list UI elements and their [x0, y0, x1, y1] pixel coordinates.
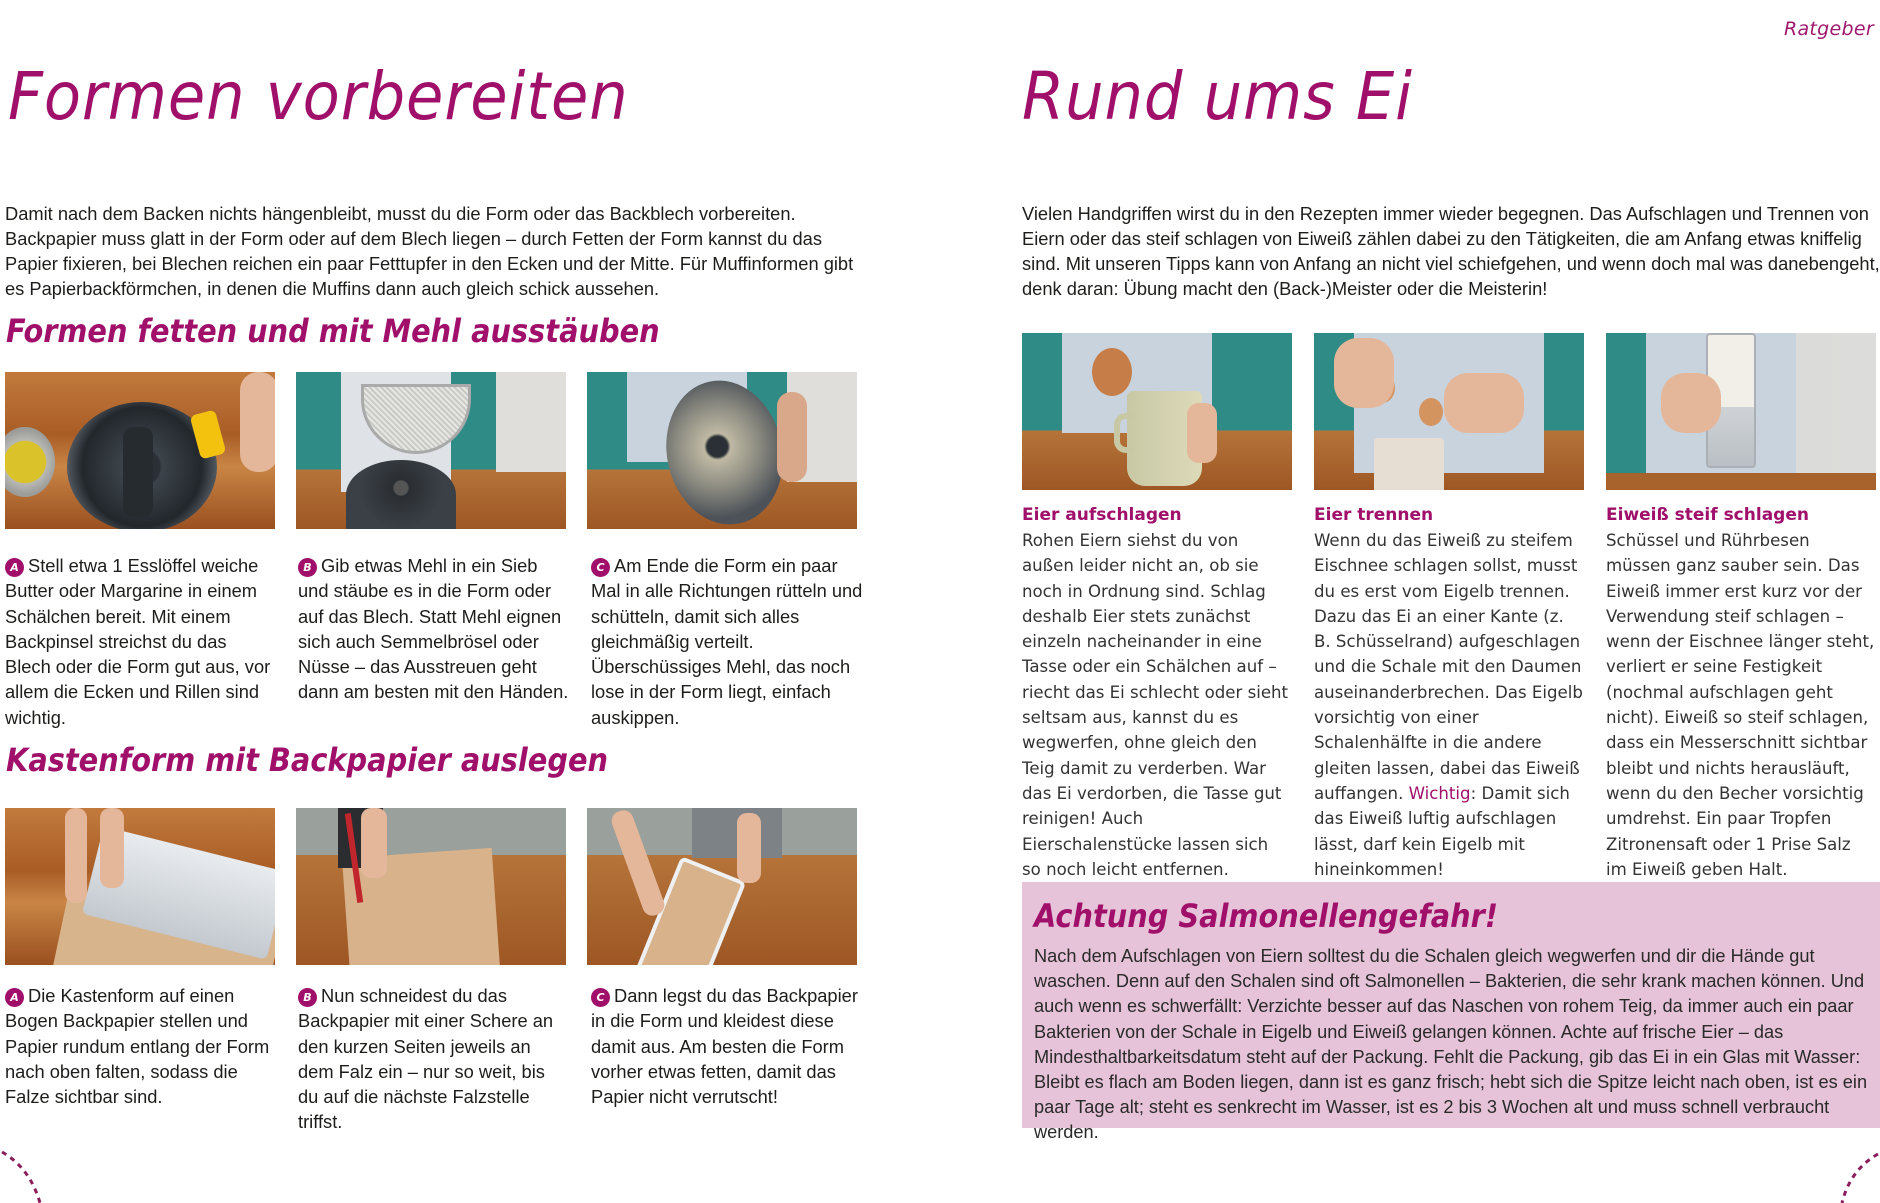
- photo-sieve-flour: [296, 372, 566, 529]
- photo-row-fetten: [5, 372, 857, 529]
- right-page: [1010, 0, 1880, 1203]
- tip-text: Schüssel und Rührbesen müssen ganz sauber sein. Das Eiweiß immer erst kurz vor der Verwendung steif schlagen – wenn der Eischnee länger steht, verliert er seine Festigkeit (nochmal aufschlagen geht nicht). Eiweiß so steif schlagen, dass ein Messerschnitt sichtbar bleibt und nichts herausläuft, wenn du den Becher vorsichtig umdrehst. Ein paar Tropfen Zitronensaft oder 1 Prise Salz im Eiweiß geben Halt.: [1606, 531, 1875, 879]
- tip-text: Rohen Eiern siehst du von außen leider nicht an, ob sie noch in Ordnung sind. Schlag deshalb Eier stets zunächst einzeln nacheinander in eine Tasse oder ein Schälchen auf – riecht das Ei schlecht oder sieht seltsam aus, kannst du es wegwerfen, ohne gleich den Teig damit zu verderben. War das Ei verdorben, die Tasse gut reinigen! Auch Eierschalenstücke lassen sich so noch leicht entfernen.: [1022, 531, 1289, 879]
- step-badge-c: C: [591, 558, 610, 577]
- tip-heading: Eier trennen: [1314, 505, 1434, 525]
- step-badge-a: A: [5, 988, 24, 1007]
- egg-tips-columns: [1022, 503, 1876, 882]
- decorative-dashed-arc-icon: [1828, 1148, 1880, 1203]
- step-badge-c: C: [591, 988, 610, 1007]
- decorative-dashed-arc-icon: [0, 1148, 60, 1203]
- step-badge-b: B: [298, 558, 317, 577]
- tip-eiweiss-steif-schlagen: [1606, 503, 1876, 882]
- photo-butter-brush: [5, 372, 275, 529]
- page-title-ei: Rund ums Ei: [1022, 58, 1413, 135]
- photo-crack-egg: [1022, 333, 1292, 490]
- photo-loaf-pan-paper: [5, 808, 275, 965]
- photo-row-kastenform: [5, 808, 857, 965]
- tip-heading: Eier aufschlagen: [1022, 505, 1182, 525]
- photo-beat-egg-white: [1606, 333, 1876, 490]
- photo-cutting-paper: [296, 808, 566, 965]
- photo-separate-egg: [1314, 333, 1584, 490]
- warning-title: Achtung Salmonellengefahr!: [1034, 897, 1499, 935]
- photo-shake-pan: [587, 372, 857, 529]
- photo-lining-pan: [587, 808, 857, 965]
- step-badge-b: B: [298, 988, 317, 1007]
- tip-heading: Eiweiß steif schlagen: [1606, 505, 1809, 525]
- note-label-wichtig: Wichtig: [1408, 783, 1471, 803]
- step-a-kastenform: A Die Kastenform auf einen Bogen Backpapier stellen und Papier rundum entlang der Form nach oben falten, sodass die Falze sichtbar sind.: [5, 985, 270, 1108]
- step-a-fetten: A Stell etwa 1 Esslöffel weiche Butter oder Margarine in einem Schälchen bereit. Mit einem Backpinsel streichst du das Blech oder die Form gut aus, vor allem die Ecken und Rillen sind wichtig.: [5, 555, 271, 728]
- steps-kastenform: [5, 983, 863, 1135]
- step-c-fetten: C Am Ende die Form ein paar Mal in alle Richtungen rütteln und schütteln, damit sich alles gleichmäßig verteilt. Überschüssiges Mehl, das noch lose in der Form liegt, einfach auskippen.: [591, 555, 863, 728]
- page-title-formen: Formen vorbereiten: [8, 58, 629, 135]
- tip-text: Wenn du das Eiweiß zu steifem Eischnee schlagen sollst, musst du es erst vom Eigelb trennen. Dazu das Ei an einer Kante (z. B. Schüsselrand) aufgeschlagen und die Schale mit den Daumen auseinanderbrechen. Das Eigelb vorsichtig von einer Schalenhälfte in die andere gleiten lassen, dabei das Eiweiß auffangen. Wichtig: Damit sich das Eiweiß luftig aufschlagen lässt, darf kein Eigelb mit hineinkommen!: [1314, 531, 1583, 879]
- section-heading-fetten: Formen fetten und mit Mehl ausstäuben: [6, 312, 660, 350]
- intro-paragraph-ei: Vielen Handgriffen wirst du in den Rezepten immer wieder begegnen. Das Aufschlagen und Trennen von Eiern oder das steif schlagen von Eiweiß zählen dabei zu den Tätigkeiten, die am Anfang etwas kniffelig sind. Mit unseren Tipps kann von Anfang an nicht viel schiefgehen, und wenn doch mal was danebengeht, denk daran: Übung macht den (Back-)Meister oder die Meisterin!: [1022, 203, 1880, 299]
- step-badge-a: A: [5, 558, 24, 577]
- intro-paragraph-formen: Damit nach dem Backen nichts hängenbleibt, musst du die Form oder das Backblech vorbereiten. Backpapier muss glatt in der Form oder auf dem Blech liegen – durch Fetten der Form kannst du das Papier fixieren, bei Blechen reichen ein paar Fetttupfer in den Ecken und der Mitte. Für Muffinformen gibt es Papierbackförmchen, in denen die Muffins dann auch gleich schick aussehen.: [5, 203, 854, 299]
- photo-row-ei: [1022, 333, 1876, 490]
- running-head: Ratgeber: [1783, 18, 1874, 40]
- salmonella-warning-box: [1022, 882, 1880, 1143]
- tip-eier-trennen: [1314, 503, 1584, 882]
- tip-eier-aufschlagen: [1022, 503, 1292, 882]
- warning-text: Nach dem Aufschlagen von Eiern solltest du die Schalen gleich wegwerfen und dir die Hände gut waschen. Denn auf den Schalen sind oft Salmonellen – Bakterien, die sehr krank machen können. Und auch wenn es schwerfällt: Verzichte besser auf das Naschen von rohem Teig, da immer auch ein paar Bakterien von der Schale in Eigelb und Eiweiß gelangen können. Achte auf frische Eier – das Mindesthaltbarkeitsdatum steht auf der Packung. Fehlt die Packung, gib das Ei in ein Glas mit Wasser: Bleibt es flach am Boden liegen, dann ist es ganz frisch; hebt sich die Spitze leicht nach oben, ist es ein paar Tage alt; steht es senkrecht im Wasser, ist es 2 bis 3 Wochen alt und muss schnell verbraucht werden.: [1034, 946, 1868, 1143]
- step-b-kastenform: B Nun schneidest du das Backpapier mit einer Schere an den kurzen Seiten jeweils an dem Falz ein – nur so weit, bis du auf die nächste Falzstelle triffst.: [298, 985, 554, 1133]
- step-c-kastenform: C Dann legst du das Backpapier in die Form und kleidest diese damit aus. Am besten die Form vorher etwas fetten, damit das Papier nicht verrutscht!: [591, 985, 858, 1108]
- step-b-fetten: B Gib etwas Mehl in ein Sieb und stäube es in die Form oder auf das Blech. Statt Mehl eignen sich auch Semmelbrösel oder Nüsse – das Ausstreuen geht dann am besten mit den Händen.: [298, 555, 569, 703]
- steps-fetten: [5, 553, 863, 730]
- section-heading-kastenform: Kastenform mit Backpapier auslegen: [6, 741, 608, 779]
- left-page: [0, 0, 900, 1203]
